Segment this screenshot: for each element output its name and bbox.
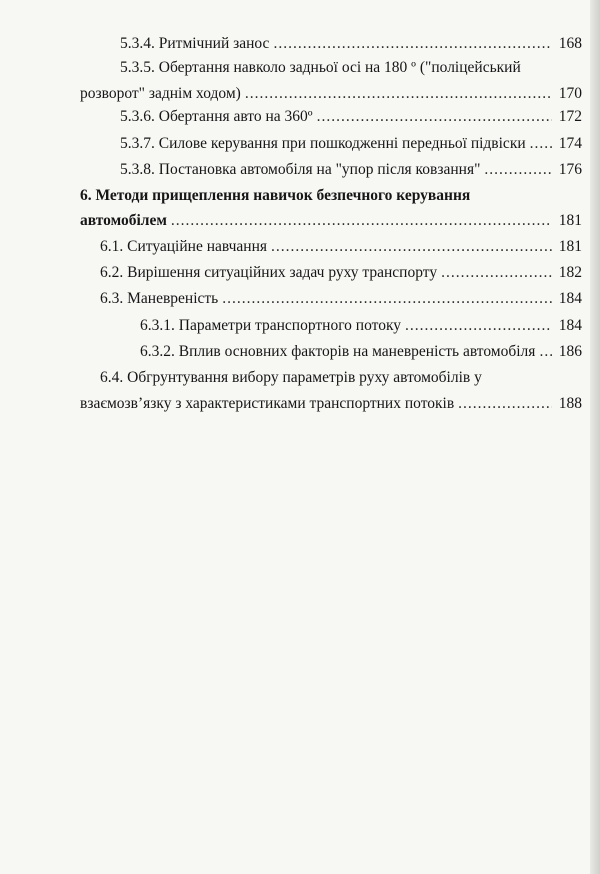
page-edge	[590, 0, 600, 874]
toc-entry-6-line2	[80, 211, 582, 231]
toc-entry-5-3-8	[120, 160, 582, 180]
dot-leader	[245, 84, 552, 104]
dot-leader	[405, 316, 552, 336]
toc-entry-6-4-line2	[80, 394, 582, 414]
toc-entry-5-3-7	[120, 134, 582, 154]
toc-entry-5-3-4	[120, 34, 582, 54]
toc-entry-6-2	[100, 263, 582, 283]
dot-leader	[171, 211, 552, 231]
toc-entry-title: 6.3.1. Параметри транспортного потоку	[140, 317, 402, 334]
toc-entry-title: 5.3.4. Ритмічний занос	[120, 35, 270, 52]
toc-entry-5-3-6	[120, 107, 582, 127]
toc-page-number: 188	[558, 395, 582, 412]
toc-entry-6-3-1	[140, 316, 582, 336]
toc-entry-title: взаємозв’язку з характеристиками транспортних потоків	[80, 395, 455, 412]
toc-entry-5-3-5-line1: 5.3.5. Обертання навколо задньої осі на 180 º ("поліцейський	[120, 59, 521, 76]
toc-entry-title: 6.1. Ситуаційне навчання	[100, 238, 267, 255]
dot-leader	[271, 237, 552, 257]
dot-leader	[317, 107, 552, 127]
toc-page-number: 184	[558, 317, 582, 334]
toc-entry-title: 5.3.8. Постановка автомобіля на "упор після ковзання"	[120, 161, 481, 178]
toc-page-number: 170	[558, 85, 582, 102]
toc-entry-title: автомобілем	[80, 212, 167, 229]
dot-leader	[484, 160, 552, 180]
toc-entry-5-3-5-line2	[80, 84, 582, 104]
toc-entry-title: 5.3.6. Обертання авто на 360º	[120, 108, 313, 125]
toc-page-number: 176	[558, 161, 582, 178]
toc-entry-6-3-2	[140, 342, 582, 362]
toc-entry-title: 6.3.2. Вплив основних факторів на маневреність автомобіля	[140, 343, 536, 360]
toc-entry-6-3	[100, 289, 582, 309]
dot-leader	[441, 263, 552, 283]
toc-page-number: 186	[558, 343, 582, 360]
dot-leader	[222, 289, 552, 309]
toc-page-number: 181	[558, 238, 582, 255]
toc-entry-6-1	[100, 237, 582, 257]
toc-page-number: 174	[558, 135, 582, 152]
toc-entry-6-4-line1: 6.4. Обгрунтування вибору параметрів руху автомобілів у	[100, 369, 482, 386]
toc-entry-title: 5.3.7. Силове керування при пошкодженні передньої підвіски	[120, 135, 526, 152]
toc-entry-title: 6.3. Маневреність	[100, 290, 219, 307]
toc-page-number: 168	[558, 35, 582, 52]
dot-leader	[458, 394, 552, 414]
toc-page-number: 181	[558, 212, 582, 229]
toc-page-number: 182	[558, 264, 582, 281]
dot-leader	[539, 342, 552, 362]
dot-leader	[530, 134, 552, 154]
toc-entry-title: 6.2. Вирішення ситуаційних задач руху транспорту	[100, 264, 438, 281]
toc-entry-6-line1: 6. Методи прищеплення навичок безпечного керування	[80, 187, 471, 204]
dot-leader	[273, 34, 552, 54]
toc-entry-title: розворот" заднім ходом)	[80, 85, 241, 102]
toc-page-number: 172	[558, 108, 582, 125]
toc-page-number: 184	[558, 290, 582, 307]
